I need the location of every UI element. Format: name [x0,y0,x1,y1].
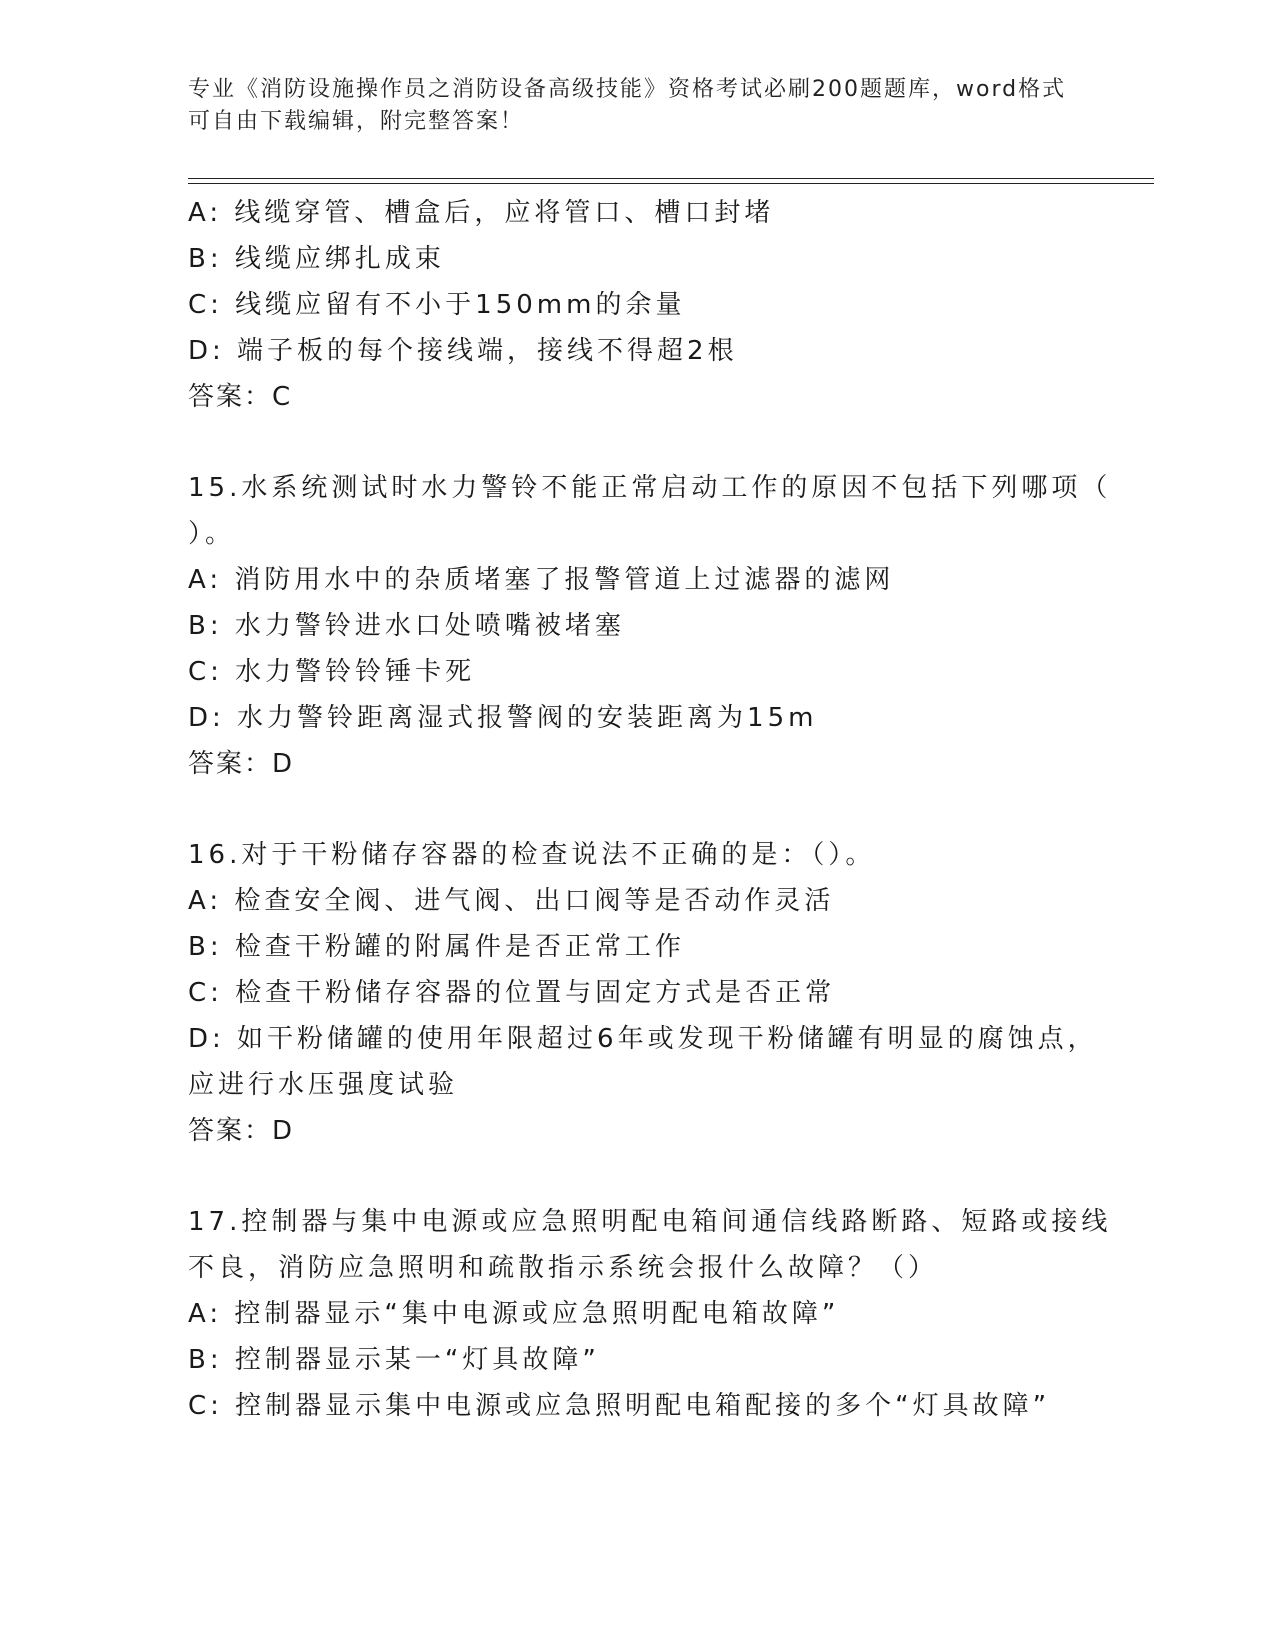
option-b: B: 控制器显示某一“灯具故障” [188,1345,600,1375]
question-text-continued: ）。 [188,519,236,549]
question-text-continued: 不良，消防应急照明和疏散指示系统会报什么故障？（） [188,1253,939,1283]
option-c: C: 水力警铃铃锤卡死 [188,657,476,687]
option-c: C: 线缆应留有不小于150mm的余量 [188,290,686,320]
header-rule-bottom [188,183,1154,184]
option-d-continued: 应进行水压强度试验 [188,1070,459,1100]
option-c: C: 控制器显示集中电源或应急照明配电箱配接的多个“灯具故障” [188,1391,1051,1421]
question-text: 16.对于干粉储存容器的检查说法不正确的是：（）。 [188,840,876,870]
option-a: A: 线缆穿管、槽盒后，应将管口、槽口封堵 [188,198,775,228]
answer-label: 答案：D [188,749,295,779]
question-14-block [188,190,1088,420]
header-rule-top [188,178,1154,179]
answer-label: 答案：C [188,382,293,412]
option-d: D: 端子板的每个接线端，接线不得超2根 [188,336,738,366]
question-text: 15.水系统测试时水力警铃不能正常启动工作的原因不包括下列哪项（ [188,473,1112,503]
question-17-block [188,1199,1112,1429]
answer-label: 答案：D [188,1116,295,1146]
document-header: 专业《消防设施操作员之消防设备高级技能》资格考试必刷200题题库，word格式可自由下载编辑，附完整答案！ [188,77,1067,134]
option-b: B: 水力警铃进水口处喷嘴被堵塞 [188,611,625,641]
option-a: A: 消防用水中的杂质堵塞了报警管道上过滤器的滤网 [188,565,895,595]
option-c: C: 检查干粉储存容器的位置与固定方式是否正常 [188,978,836,1008]
option-a: A: 控制器显示“集中电源或应急照明配电箱故障” [188,1299,840,1329]
question-text: 17.控制器与集中电源或应急照明配电箱间通信线路断路、短路或接线 [188,1207,1112,1237]
option-b: B: 检查干粉罐的附属件是否正常工作 [188,932,685,962]
option-d: D: 如干粉储罐的使用年限超过6年或发现干粉储罐有明显的腐蚀点， [188,1024,1098,1054]
option-d: D: 水力警铃距离湿式报警阀的安装距离为15m [188,703,818,733]
question-16-block [188,832,1098,1154]
option-a: A: 检查安全阀、进气阀、出口阀等是否动作灵活 [188,886,835,916]
question-15-block [188,465,1112,787]
question-list [188,190,1112,1429]
option-b: B: 线缆应绑扎成束 [188,244,445,274]
